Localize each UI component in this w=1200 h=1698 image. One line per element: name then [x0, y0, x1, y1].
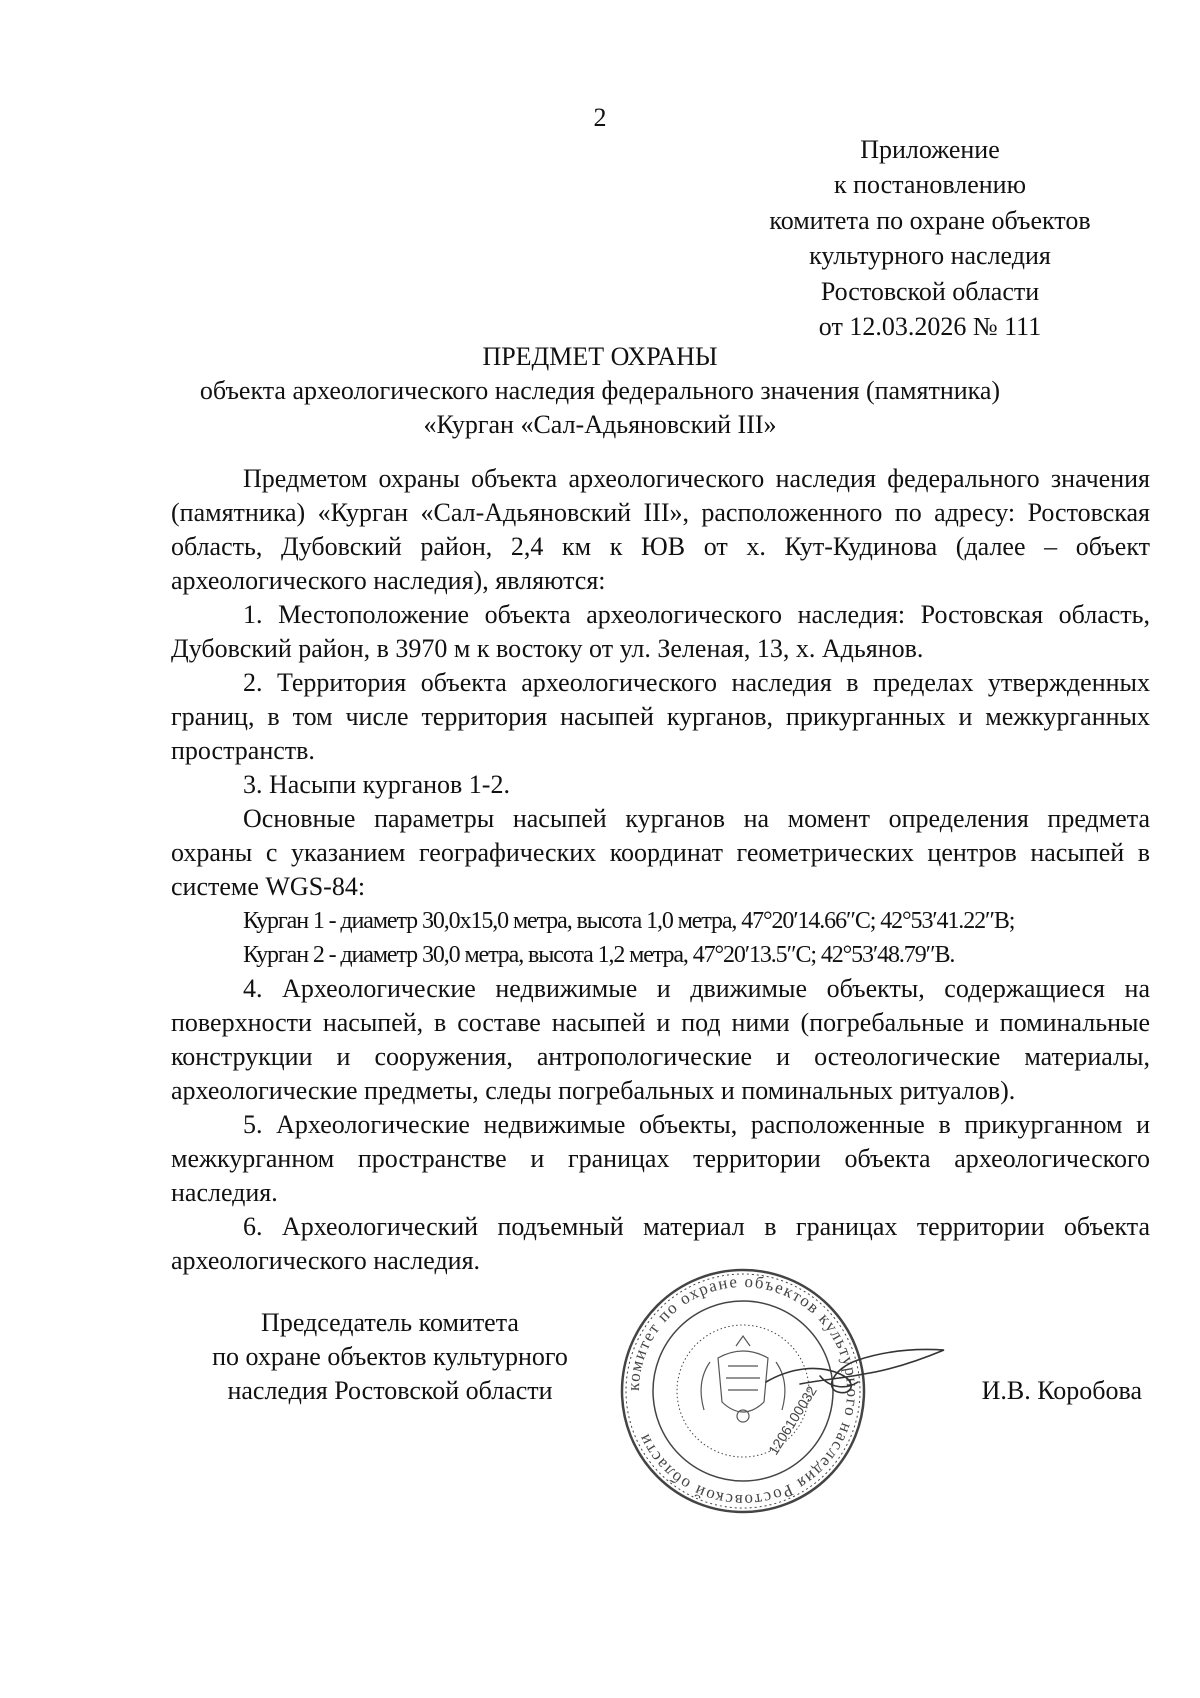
appendix-line: к постановлению	[833, 170, 1027, 200]
object-name: «Курган «Сал-Адьяновский III»	[423, 410, 777, 439]
seal-inner-number: 1206100032	[764, 1383, 820, 1458]
position-line: Председатель комитета	[261, 1308, 519, 1337]
document-body	[171, 462, 1150, 1278]
document-subtitle: объекта археологического наследия федерального значения (памятника)	[199, 376, 1001, 405]
intro-paragraph: Предметом охраны объекта археологического наследия федерального значения (памятника) «Курган «Сал-Адьяновский III», расположенного по адресу: Ростовская область, Дубовский район, 2,4 км к ЮВ от х. Кут-Кудинова (далее – объект археологического наследия), являются:	[171, 464, 1150, 595]
document-title: ПРЕДМЕТ ОХРАНЫ	[482, 342, 718, 371]
item-6-surface-material: 6. Археологический подъемный материал в границах территории объекта археологического наследия.	[171, 1212, 1150, 1275]
appendix-date-number: от 12.03.2026 № 111	[818, 312, 1042, 342]
appendix-line: Приложение	[860, 135, 1000, 164]
item-3-mounds: 3. Насыпи курганов 1-2.	[243, 770, 510, 799]
signatory-name: И.В. Коробова	[981, 1376, 1142, 1405]
item-5-immovable-objects: 5. Археологические недвижимые объекты, расположенные в прикурганном и межкурганном пространстве и границах территории объекта археологического наследия.	[171, 1110, 1150, 1207]
parameters-paragraph: Основные параметры насыпей курганов на момент определения предмета охраны с указанием географических координат геометрических центров насыпей в системе WGS-84:	[171, 804, 1150, 901]
appendix-header	[720, 132, 1140, 344]
appendix-line: культурного наследия	[809, 241, 1051, 271]
handwritten-signature	[760, 1330, 950, 1410]
page-number: 2	[593, 103, 607, 132]
document-heading	[0, 340, 1200, 442]
item-4-objects: 4. Археологические недвижимые и движимые объекты, содержащиеся на поверхности насыпей, в составе насыпей и под ними (погребальные и поминальные конструкции и сооружения, антропологические и остеологические материалы, археологические предметы, следы погребальных и поминальных ритуалов).	[171, 974, 1150, 1105]
kurgan-1-parameters: Курган 1 - диаметр 30,0х15,0 метра, высота 1,0 метра, 47°20′14.66″С; 42°53′41.22″В;	[243, 908, 1015, 934]
position-line: наследия Ростовской области	[227, 1376, 553, 1405]
appendix-line: комитета по охране объектов	[769, 205, 1091, 235]
signatory-position	[180, 1306, 600, 1408]
seal-outer-text: комитет по охране объектов культурного наследия Ростовской области	[623, 1271, 863, 1511]
kurgan-2-parameters: Курган 2 - диаметр 30,0 метра, высота 1,2 метра, 47°20′13.5″С; 42°53′48.79″В.	[243, 942, 955, 968]
item-2-territory: 2. Территория объекта археологического наследия в пределах утвержденных границ, в том числе территория насыпей курганов, прикурганных и межкурганных пространств.	[171, 668, 1150, 765]
item-1-location: 1. Местоположение объекта археологического наследия: Ростовская область, Дубовский район, в 3970 м к востоку от ул. Зеленая, 13, х. Адьянов.	[171, 600, 1150, 663]
position-line: по охране объектов культурного	[212, 1342, 568, 1371]
appendix-line: Ростовской области	[820, 276, 1040, 306]
